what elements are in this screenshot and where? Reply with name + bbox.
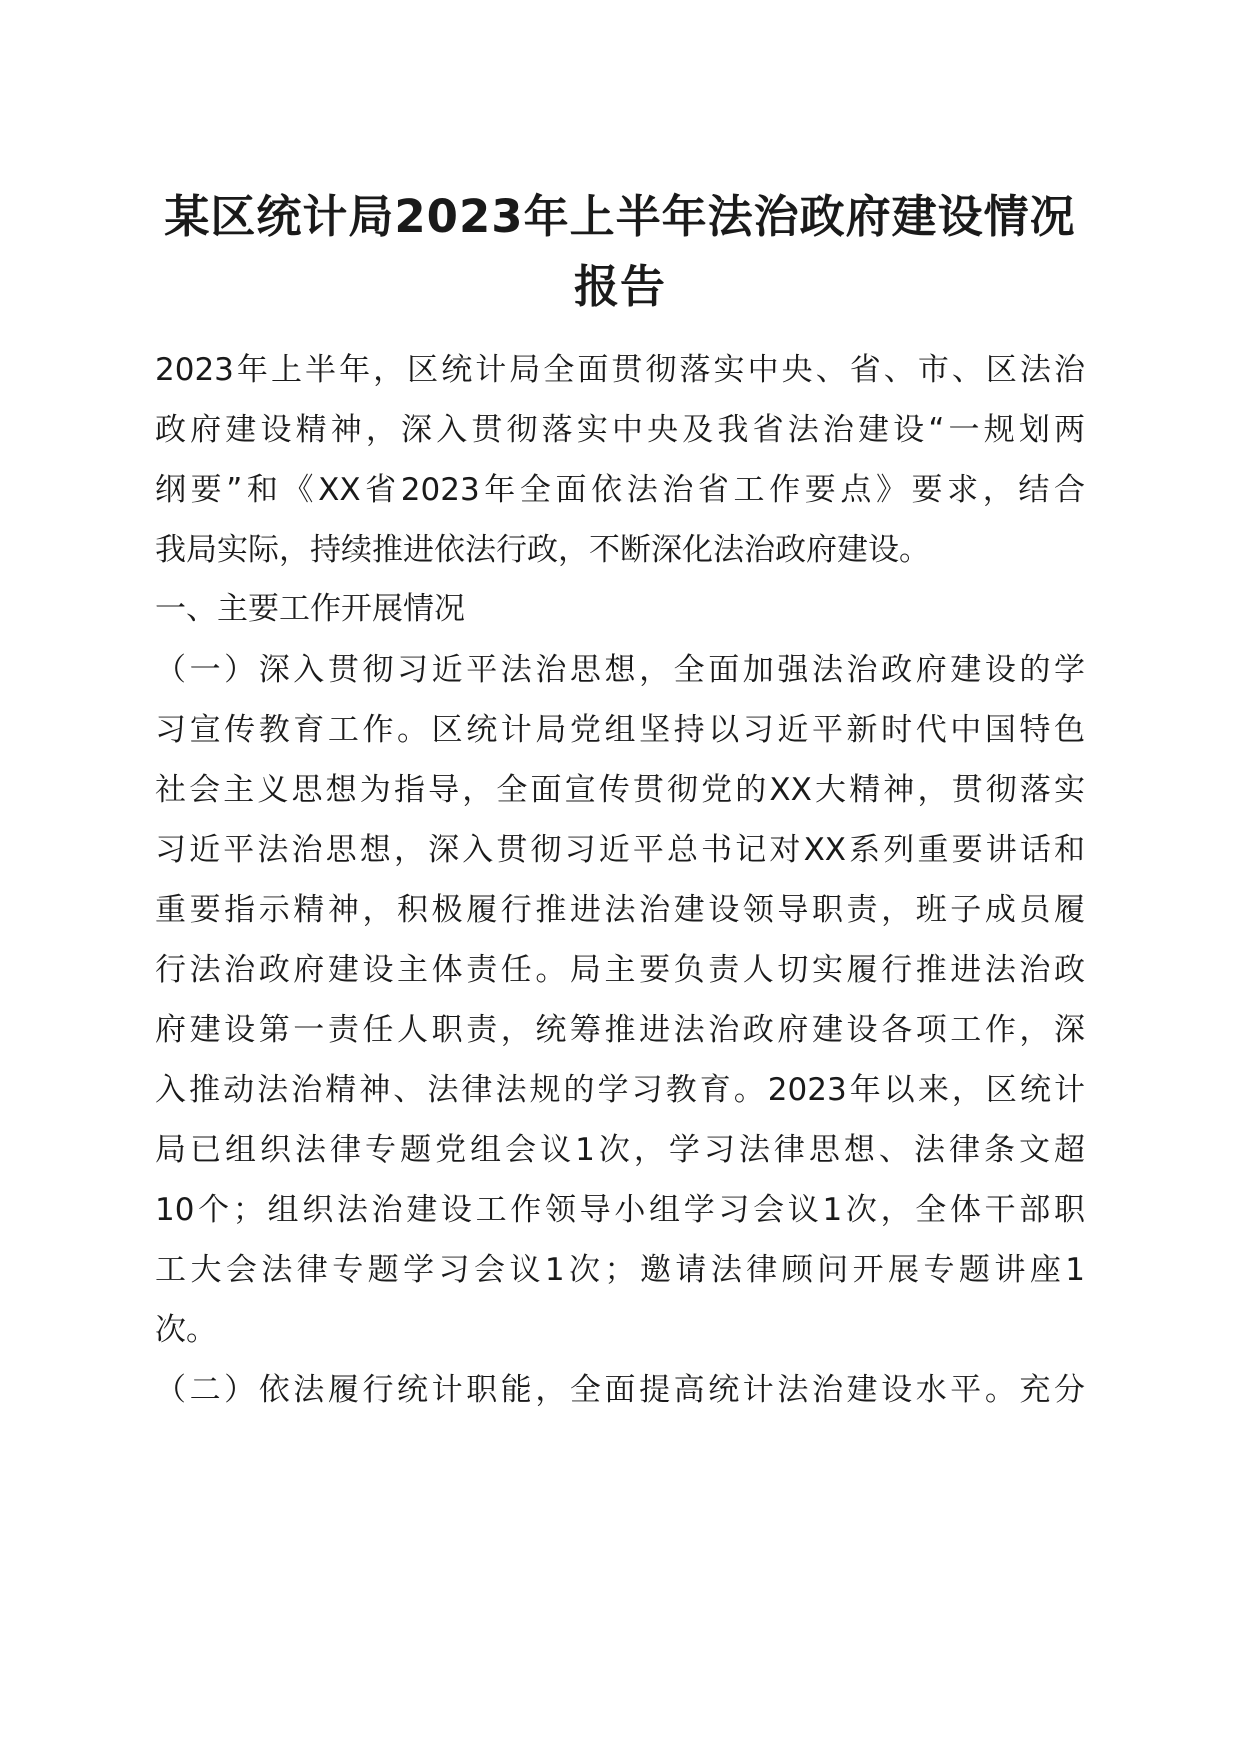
subsection-1-line-11: 工大会法律专题学习会议1次；邀请法律顾问开展专题讲座1 <box>155 1252 1085 1288</box>
intro-line-2: 政府建设精神，深入贯彻落实中央及我省法治建设“一规划两 <box>155 412 1085 448</box>
subsection-1-line-2: 习宣传教育工作。区统计局党组坚持以习近平新时代中国特色 <box>155 712 1085 748</box>
subsection-1-line-3: 社会主义思想为指导，全面宣传贯彻党的XX大精神，贯彻落实 <box>155 772 1085 808</box>
document-title-line-1: 某区统计局2023年上半年法治政府建设情况 <box>164 190 1076 243</box>
intro-line-1: 2023年上半年，区统计局全面贯彻落实中央、省、市、区法治 <box>155 352 1085 388</box>
subsection-1-line-8: 入推动法治精神、法律法规的学习教育。2023年以来，区统计 <box>155 1072 1085 1108</box>
subsection-1-line-4: 习近平法治思想，深入贯彻习近平总书记对XX系列重要讲话和 <box>155 832 1085 868</box>
section-heading: 一、主要工作开展情况 <box>155 591 465 627</box>
subsection-1-line-9: 局已组织法律专题党组会议1次，学习法律思想、法律条文超 <box>155 1132 1085 1168</box>
subsection-1-line-6: 行法治政府建设主体责任。局主要负责人切实履行推进法治政 <box>155 952 1085 988</box>
intro-line-3: 纲要”和《XX省2023年全面依法治省工作要点》要求，结合 <box>155 472 1085 508</box>
document-title-line-2: 报告 <box>573 260 666 313</box>
intro-line-4: 我局实际，持续推进依法行政，不断深化法治政府建设。 <box>155 532 930 568</box>
subsection-1-line-7: 府建设第一责任人职责，统筹推进法治政府建设各项工作，深 <box>155 1012 1085 1048</box>
subsection-1-line-5: 重要指示精神，积极履行推进法治建设领导职责，班子成员履 <box>155 892 1085 928</box>
subsection-2-line-1: （二）依法履行统计职能，全面提高统计法治建设水平。充分 <box>155 1372 1085 1408</box>
subsection-1-line-10: 10个；组织法治建设工作领导小组学习会议1次，全体干部职 <box>155 1192 1085 1228</box>
subsection-1-line-1: （一）深入贯彻习近平法治思想，全面加强法治政府建设的学 <box>155 652 1085 688</box>
subsection-1-line-12: 次。 <box>155 1312 217 1348</box>
